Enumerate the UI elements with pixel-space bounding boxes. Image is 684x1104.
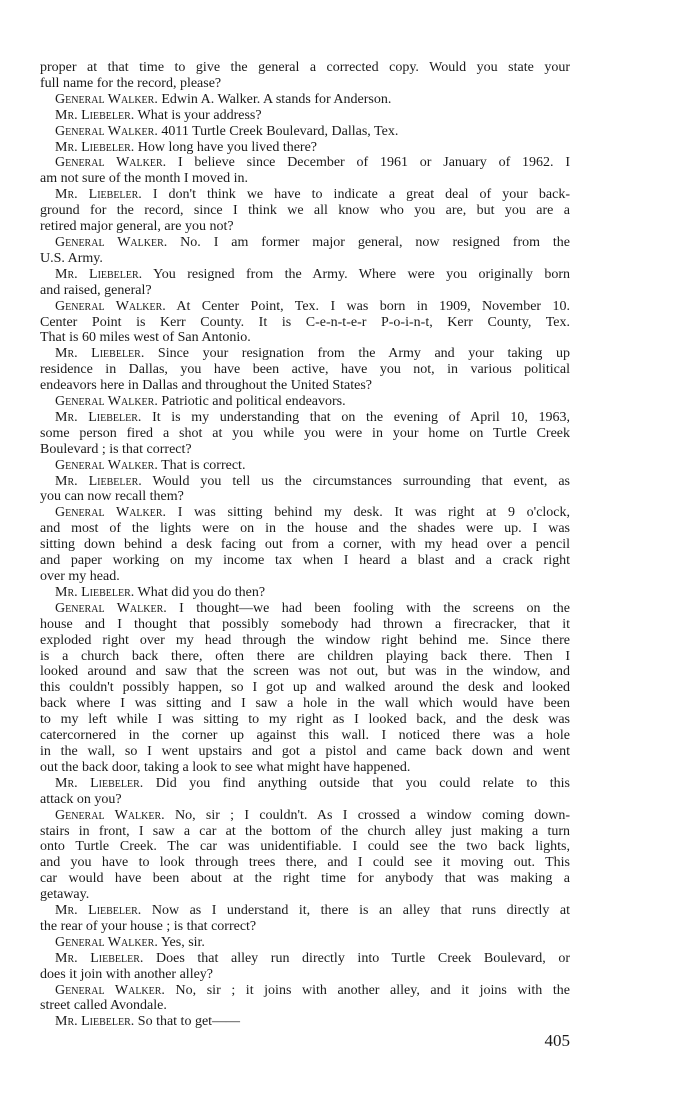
transcript-paragraph: [40, 951, 570, 983]
text-line: [40, 235, 570, 251]
text-line: [40, 935, 570, 951]
line-text: Does that alley run directly into Turtle Creek Boulevard, or: [156, 950, 571, 966]
line-text: It is my understanding that on the evening of April 10, 1963,: [152, 409, 571, 425]
text-line: [40, 92, 570, 108]
line-text: I was sitting behind my desk. It was right at 9 o'clock,: [177, 505, 571, 521]
line-text: You resigned from the Army. Where were you originally born: [153, 266, 570, 282]
speaker-name: General Walker.: [55, 155, 167, 171]
transcript-paragraph: [40, 299, 570, 347]
text-line: house and I thought that possibly somebody had thrown a firecracker, that it: [40, 616, 570, 632]
text-line: U.S. Army.: [40, 250, 103, 266]
text-line: [40, 108, 570, 124]
text-line: [40, 155, 570, 171]
text-line: Center Point is Kerr County. It is C-e-n-t-e-r P-o-i-n-t, Kerr County, Tex.: [40, 314, 570, 330]
transcript-paragraph: [40, 903, 570, 935]
speaker-name: Mr. Liebeler.: [55, 187, 142, 203]
line-text: Would you tell us the circumstances surrounding that event, as: [152, 473, 570, 489]
speaker-name: General Walker.: [55, 298, 166, 314]
text-line: you can now recall them?: [40, 489, 184, 505]
text-line: [40, 267, 570, 283]
transcript-paragraph: [40, 267, 570, 299]
line-text: 4011 Turtle Creek Boulevard, Dallas, Tex.: [161, 123, 399, 139]
transcript-text: [40, 60, 570, 1030]
text-line: in the wall, so I went upstairs and got a pistol and came back down and went: [40, 743, 570, 759]
text-line: [40, 299, 570, 315]
transcript-paragraph: [40, 187, 570, 235]
text-line: ground for the record, since I think we all know who you are, but you are a: [40, 203, 570, 219]
line-text: What did you do then?: [137, 584, 266, 600]
text-line: [40, 505, 570, 521]
speaker-name: Mr. Liebeler.: [55, 1014, 135, 1030]
speaker-name: Mr. Liebeler.: [55, 409, 142, 425]
text-line: and paper working on my income tax when I heard a blast and a crack right: [40, 553, 570, 569]
text-line: the rear of your house ; is that correct?: [40, 918, 257, 934]
transcript-paragraph: [40, 601, 570, 776]
text-line: some person fired a shot at you while you were in your home on Turtle Creek: [40, 425, 570, 441]
text-line: Boulevard ; is that correct?: [40, 441, 192, 457]
speaker-name: Mr. Liebeler.: [55, 473, 142, 489]
transcript-paragraph: [40, 108, 570, 124]
text-line: getaway.: [40, 887, 90, 903]
transcript-paragraph: [40, 458, 570, 474]
text-line: to my left while I was sitting to my right as I looked back, and the desk was: [40, 712, 570, 728]
text-line: full name for the record, please?: [40, 75, 222, 91]
transcript-paragraph: [40, 394, 570, 410]
text-line: back where I was sitting and I saw a hole in the wall which would have been: [40, 696, 570, 712]
line-text: How long have you lived there?: [137, 139, 318, 155]
text-line: is a church back there, often there are children playing back there. Then I: [40, 648, 570, 664]
text-line: and most of the lights were on in the house and the shades were up. I was: [40, 521, 570, 537]
speaker-name: Mr. Liebeler.: [55, 950, 144, 966]
text-line: [40, 983, 570, 999]
line-text: So that to get——: [137, 1014, 241, 1030]
speaker-name: General Walker.: [55, 600, 167, 616]
text-line: [40, 140, 570, 156]
line-text: Since your resignation from the Army and your taking up: [157, 346, 570, 362]
transcript-paragraph: [40, 410, 570, 458]
text-line: car would have been about at the right time for anybody that was making a: [40, 871, 570, 887]
speaker-name: General Walker.: [55, 91, 158, 107]
transcript-paragraph: [40, 935, 570, 951]
text-line: [40, 458, 570, 474]
line-text: No. I am former major general, now resigned from the: [180, 234, 571, 250]
text-line: and you have to look through trees there, and I could see it moving out. This: [40, 855, 570, 871]
text-line: [40, 124, 570, 140]
speaker-name: General Walker.: [55, 982, 165, 998]
text-line: sitting down behind a desk facing out from a corner, with my head over a pencil: [40, 537, 570, 553]
transcript-paragraph: [40, 60, 570, 92]
speaker-name: General Walker.: [55, 394, 158, 410]
line-text: Edwin A. Walker. A stands for Anderson.: [161, 91, 392, 107]
speaker-name: General Walker.: [55, 457, 158, 473]
text-line: exploded right over my head through the window right behind me. Since there: [40, 632, 570, 648]
speaker-name: Mr. Liebeler.: [55, 584, 135, 600]
line-text: No, sir ; it joins with another alley, and it joins with the: [175, 982, 571, 998]
text-line: retired major general, are you not?: [40, 219, 234, 235]
transcript-paragraph: [40, 124, 570, 140]
text-line: [40, 951, 570, 967]
line-text: Now as I understand it, there is an alley that runs directly at: [151, 903, 570, 919]
text-line: [40, 474, 570, 490]
line-text: proper at that time to give the general a corrected copy. Would you state your: [40, 60, 570, 75]
speaker-name: General Walker.: [55, 505, 167, 521]
text-line: [40, 1014, 570, 1030]
text-line: residence in Dallas, you have been active, have you not, in various political: [40, 362, 570, 378]
transcript-paragraph: [40, 776, 570, 808]
line-text: At Center Point, Tex. I was born in 1909, November 10.: [176, 298, 570, 314]
text-line: over my head.: [40, 569, 120, 584]
text-line: [40, 585, 570, 601]
text-line: and raised, general?: [40, 282, 152, 298]
line-text: Yes, sir.: [160, 934, 205, 950]
speaker-name: General Walker.: [55, 123, 158, 139]
transcript-paragraph: [40, 983, 570, 1015]
transcript-paragraph: [40, 155, 570, 187]
line-text: I believe since December of 1961 or January of 1962. I: [177, 155, 571, 171]
transcript-paragraph: [40, 140, 570, 156]
line-text: Patriotic and political endeavors.: [161, 394, 346, 410]
page-number: 405: [544, 1031, 570, 1050]
transcript-paragraph: [40, 92, 570, 108]
text-line: looked around and saw that the screen was not out, but was in the window, and: [40, 664, 570, 680]
transcript-paragraph: [40, 505, 570, 585]
text-line: street called Avondale.: [40, 998, 167, 1014]
transcript-paragraph: [40, 474, 570, 506]
text-line: [40, 808, 570, 824]
text-line: out the back door, taking a look to see what might have happened.: [40, 759, 411, 775]
line-text: No, sir ; I couldn't. As I crossed a window coming down-: [174, 807, 571, 823]
speaker-name: General Walker.: [55, 807, 165, 823]
text-line: [40, 346, 570, 362]
text-line: [40, 410, 570, 426]
text-line: [40, 60, 570, 76]
text-line: [40, 394, 570, 410]
speaker-name: General Walker.: [55, 234, 168, 250]
speaker-name: Mr. Liebeler.: [55, 107, 135, 123]
speaker-name: Mr. Liebeler.: [55, 775, 144, 791]
transcript-paragraph: [40, 585, 570, 601]
speaker-name: Mr. Liebeler.: [55, 266, 143, 282]
text-line: attack on you?: [40, 791, 122, 807]
line-text: That is correct.: [161, 457, 246, 473]
speaker-name: Mr. Liebeler.: [55, 346, 145, 362]
line-text: Did you find anything outside that you could relate to this: [155, 775, 570, 791]
text-line: endeavors here in Dallas and throughout the United States?: [40, 378, 373, 394]
speaker-name: Mr. Liebeler.: [55, 139, 135, 155]
speaker-name: General Walker.: [55, 934, 158, 950]
text-line: [40, 601, 570, 617]
transcript-paragraph: [40, 808, 570, 903]
speaker-name: Mr. Liebeler.: [55, 903, 142, 919]
text-line: [40, 187, 570, 203]
transcript-paragraph: [40, 1014, 570, 1030]
text-line: That is 60 miles west of San Antonio.: [40, 330, 251, 346]
line-text: I thought—we had been fooling with the screens on the: [179, 600, 570, 616]
line-text: I don't think we have to indicate a great deal of your back-: [152, 187, 571, 203]
text-line: [40, 776, 570, 792]
text-line: am not sure of the month I moved in.: [40, 171, 249, 187]
text-line: [40, 903, 570, 919]
text-line: onto Turtle Creek. The car was unidentifiable. I could see the two back lights,: [40, 839, 570, 855]
transcript-paragraph: [40, 235, 570, 267]
transcript-paragraph: [40, 346, 570, 394]
text-line: does it join with another alley?: [40, 966, 214, 982]
text-line: catercornered in the corner up against this wall. I noticed there was a hole: [40, 728, 570, 744]
text-line: this couldn't possibly happen, so I got up and walked around the desk and looked: [40, 680, 570, 696]
line-text: What is your address?: [137, 107, 262, 123]
text-line: stairs in front, I saw a car at the bottom of the church alley just making a turn: [40, 823, 570, 839]
